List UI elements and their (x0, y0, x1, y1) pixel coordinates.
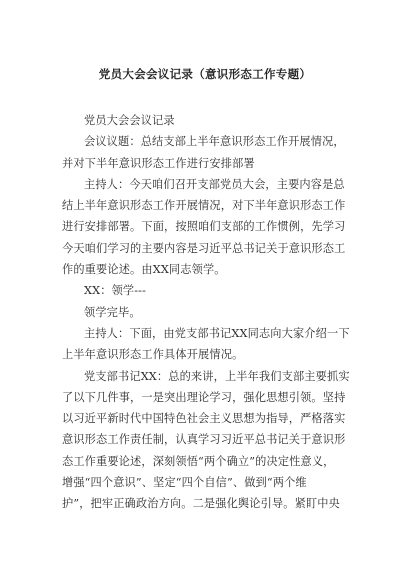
body-line: 护”，把牢正确政治方向。二是强化舆论引导。紧盯中央 (62, 497, 340, 511)
body-line: 今天咱们学习的主要内容是习近平总书记关于意识形态工 (62, 241, 346, 255)
document-title: 党员大会会议记录（意识形态工作专题） (98, 67, 312, 81)
document-body (62, 110, 354, 515)
body-line: 增强“四个意识”、坚定“四个自信”、做到“两个维 (62, 476, 307, 490)
body-line: 进行安排部署。下面，按照咱们支部的工作惯例，先学习 (62, 220, 346, 234)
body-line: 态工作重要论述，深刻领悟“两个确立”的决定性意义， (62, 454, 335, 468)
body-line: XX：领学--- (84, 284, 147, 298)
body-line: 主持人：下面，由党支部书记XX同志向大家介绍一下 (84, 326, 350, 340)
body-line: 领学完毕。 (84, 305, 141, 319)
body-line: 意识形态工作责任制，认真学习习近平总书记关于意识形 (62, 433, 346, 447)
body-line: 主持人：今天咱们召开支部党员大会，主要内容是总 (84, 177, 345, 191)
body-line: 并对下半年意识形态工作进行安排部署 (62, 156, 255, 170)
body-line: 会议议题：总结支部上半年意识形态工作开展情况， (84, 135, 345, 149)
body-line: 以习近平新时代中国特色社会主义思想为指导，严格落实 (62, 412, 346, 426)
body-line: 党支部书记XX：总的来讲，上半年我们支部主要抓实 (84, 369, 350, 383)
body-line: 了以下几件事，一是突出理论学习，强化思想引领。坚持 (62, 390, 346, 404)
body-line: 上半年意识形态工作具体开展情况。 (62, 348, 244, 362)
body-line: 作的重要论述。由XX同志领学。 (62, 263, 226, 277)
body-line: 党员大会会议记录 (84, 114, 175, 127)
body-line: 结上半年意识形态工作开展情况，对下半年意识形态工作 (62, 199, 346, 213)
